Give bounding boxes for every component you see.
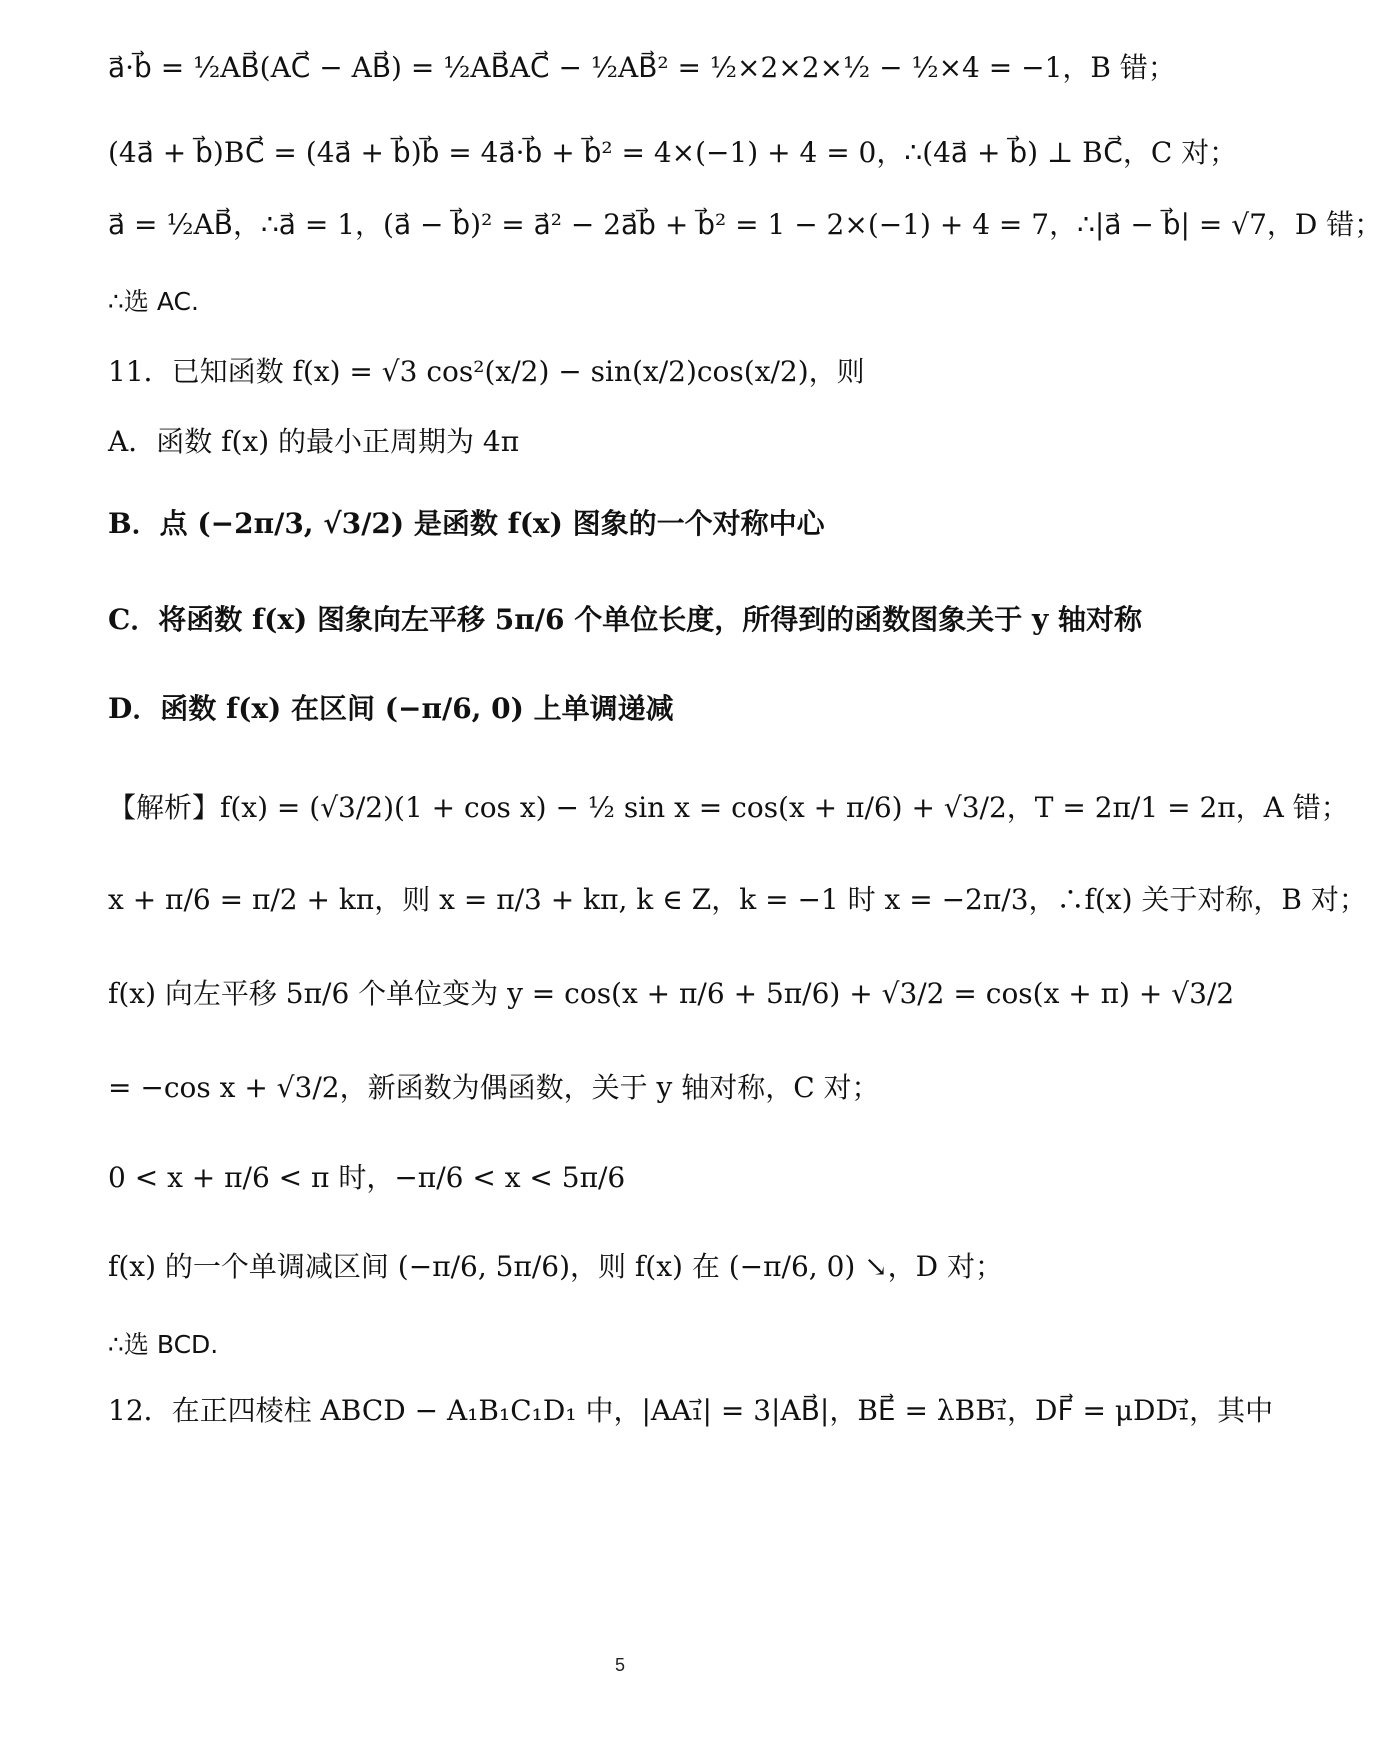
answer-line-q10: ∴选 AC. bbox=[108, 287, 199, 316]
solution-line-c: (4a⃗ + b⃗)BC⃗ = (4a⃗ + b⃗)b⃗ = 4a⃗·b⃗ + b⃗² = 4×(−1) + 4 = 0，∴(4a⃗ + b⃗) ⊥ BC⃗，C 对； bbox=[108, 136, 1238, 169]
analysis-line-5: 0 < x + π/6 < π 时，−π/6 < x < 5π/6 bbox=[108, 1161, 626, 1194]
page-number: 5 bbox=[614, 1655, 625, 1675]
solution-line-d: a⃗ = ½AB⃗，∴a⃗ = 1，(a⃗ − b⃗)² = a⃗² − 2a⃗b⃗ + b⃗² = 1 − 2×(−1) + 4 = 7，∴|a⃗ − b⃗| = √7，D 错； bbox=[108, 208, 1382, 241]
option-b: B．点 (−2π/3, √3/2) 是函数 f(x) 图象的一个对称中心 bbox=[108, 507, 825, 540]
answer-line-q11: ∴选 BCD. bbox=[108, 1330, 219, 1359]
analysis-line-3: f(x) 向左平移 5π/6 个单位变为 y = cos(x + π/6 + 5π/6) + √3/2 = cos(x + π) + √3/2 bbox=[108, 977, 1235, 1010]
question-11-stem: 11．已知函数 f(x) = √3 cos²(x/2) − sin(x/2)cos(x/2)，则 bbox=[108, 355, 865, 388]
option-d: D．函数 f(x) 在区间 (−π/6, 0) 上单调递减 bbox=[108, 692, 674, 725]
analysis-line-4: = −cos x + √3/2，新函数为偶函数，关于 y 轴对称，C 对； bbox=[108, 1071, 880, 1104]
analysis-line-6: f(x) 的一个单调减区间 (−π/6, 5π/6)，则 f(x) 在 (−π/6, 0) ↘，D 对； bbox=[108, 1250, 1004, 1283]
solution-line-b: a⃗·b⃗ = ½AB⃗(AC⃗ − AB⃗) = ½AB⃗AC⃗ − ½AB⃗² = ½×2×2×½ − ½×4 = −1，B 错； bbox=[108, 51, 1176, 84]
option-a: A．函数 f(x) 的最小正周期为 4π bbox=[108, 425, 520, 458]
question-12-stem: 12．在正四棱柱 ABCD − A₁B₁C₁D₁ 中，|AA₁⃗| = 3|AB⃗|，BE⃗ = λBB₁⃗，DF⃗ = μDD₁⃗，其中 bbox=[108, 1394, 1274, 1427]
analysis-line-2: x + π/6 = π/2 + kπ，则 x = π/3 + kπ, k ∈ Z，k = −1 时 x = −2π/3，∴f(x) 关于对称，B 对； bbox=[108, 883, 1367, 916]
option-c: C．将函数 f(x) 图象向左平移 5π/6 个单位长度，所得到的函数图象关于 y 轴对称 bbox=[108, 603, 1142, 636]
analysis-line-1: 【解析】f(x) = (√3/2)(1 + cos x) − ½ sin x = cos(x + π/6) + √3/2，T = 2π/1 = 2π，A 错； bbox=[108, 791, 1349, 824]
